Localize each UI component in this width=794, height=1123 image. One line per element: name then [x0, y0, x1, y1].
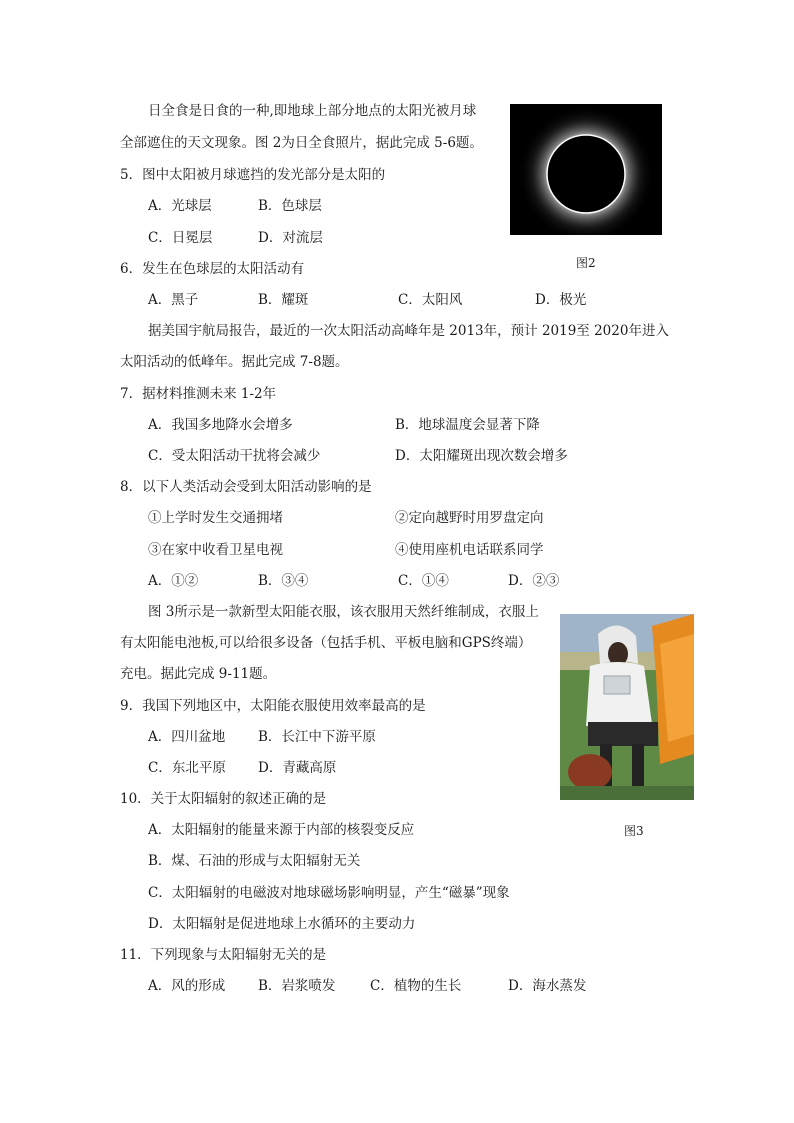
- moon-disk: [547, 135, 625, 213]
- intro-solar-clothing-line3: 充电。据此完成 9-11题。: [120, 666, 277, 682]
- q10-option-c: C．太阳辐射的电磁波对地球磁场影响明显，产生“磁暴”现象: [148, 885, 510, 901]
- q6-option-c: C．太阳风: [398, 292, 463, 308]
- q5-option-a: A．光球层: [148, 198, 212, 214]
- q11-option-d: D．海水蒸发: [508, 978, 587, 994]
- q8-option-b: B．③④: [258, 573, 309, 589]
- figure-3-caption: 图3: [624, 824, 644, 838]
- q5-option-b: B．色球层: [258, 198, 322, 214]
- q7-option-c: C．受太阳活动干扰将会减少: [148, 448, 321, 464]
- q5-option-d: D．对流层: [258, 230, 323, 246]
- figure-2-caption: 图2: [576, 256, 596, 270]
- q5-stem: 5．图中太阳被月球遮挡的发光部分是太阳的: [120, 167, 386, 183]
- q7-option-d: D．太阳耀斑出现次数会增多: [395, 448, 568, 464]
- q8-stem: 8．以下人类活动会受到太阳活动影响的是: [120, 479, 372, 495]
- solar-clothing-photo: [560, 614, 694, 800]
- q11-option-a: A．风的形成: [148, 978, 226, 994]
- q10-option-a: A．太阳辐射的能量来源于内部的核裂变反应: [148, 822, 415, 838]
- solar-panel: [604, 676, 630, 694]
- backpack: [568, 754, 612, 790]
- q9-stem: 9．我国下列地区中，太阳能衣服使用效率最高的是: [120, 698, 426, 714]
- q8-statement-4: ④使用座机电话联系同学: [395, 542, 544, 558]
- q8-option-d: D．②③: [508, 573, 560, 589]
- q11-option-c: C．植物的生长: [370, 978, 462, 994]
- q9-option-b: B．长江中下游平原: [258, 729, 376, 745]
- q8-statement-3: ③在家中收看卫星电视: [148, 542, 283, 558]
- intro-solar-clothing-line2: 有太阳能电池板,可以给很多设备（包括手机、平板电脑和GPS终端）: [120, 635, 532, 651]
- q10-option-b: B．煤、石油的形成与太阳辐射无关: [148, 853, 361, 869]
- solar-clothing-illustration: [560, 614, 694, 800]
- q7-option-a: A．我国多地降水会增多: [148, 417, 293, 433]
- solar-eclipse-photo: [510, 104, 662, 235]
- q11-option-b: B．岩浆喷发: [258, 978, 336, 994]
- q6-stem: 6．发生在色球层的太阳活动有: [120, 261, 305, 277]
- intro-solar-cycle-line2: 太阳活动的低峰年。据此完成 7-8题。: [120, 354, 349, 370]
- q11-stem: 11．下列现象与太阳辐射无关的是: [120, 947, 327, 963]
- q7-option-b: B．地球温度会显著下降: [395, 417, 540, 433]
- q8-option-a: A．①②: [148, 573, 199, 589]
- intro-solar-clothing-line1: 图 3所示是一款新型太阳能衣服，该衣服用天然纤维制成，衣服上: [148, 604, 539, 620]
- q6-option-d: D．极光: [535, 292, 587, 308]
- q8-statement-1: ①上学时发生交通拥堵: [148, 510, 283, 526]
- q8-statement-2: ②定向越野时用罗盘定向: [395, 510, 544, 526]
- q9-option-a: A．四川盆地: [148, 729, 226, 745]
- eclipse-illustration: [510, 104, 662, 235]
- q8-option-c: C．①④: [398, 573, 449, 589]
- q10-stem: 10．关于太阳辐射的叙述正确的是: [120, 791, 327, 807]
- q6-option-b: B．耀斑: [258, 292, 309, 308]
- q5-option-c: C．日冕层: [148, 230, 213, 246]
- intro-eclipse-line2: 全部遮住的天文现象。图 2为日全食照片，据此完成 5-6题。: [120, 135, 483, 151]
- q7-stem: 7．据材料推测未来 1-2年: [120, 386, 277, 402]
- q10-option-d: D．太阳辐射是促进地球上水循环的主要动力: [148, 916, 416, 932]
- intro-eclipse-line1: 日全食是日食的一种,即地球上部分地点的太阳光被月球: [148, 103, 477, 119]
- q6-option-a: A．黑子: [148, 292, 199, 308]
- intro-solar-cycle-line1: 据美国宇航局报告，最近的一次太阳活动高峰年是 2013年，预计 2019至 2020年进入: [148, 323, 669, 339]
- q9-option-d: D．青藏高原: [258, 760, 337, 776]
- q9-option-c: C．东北平原: [148, 760, 226, 776]
